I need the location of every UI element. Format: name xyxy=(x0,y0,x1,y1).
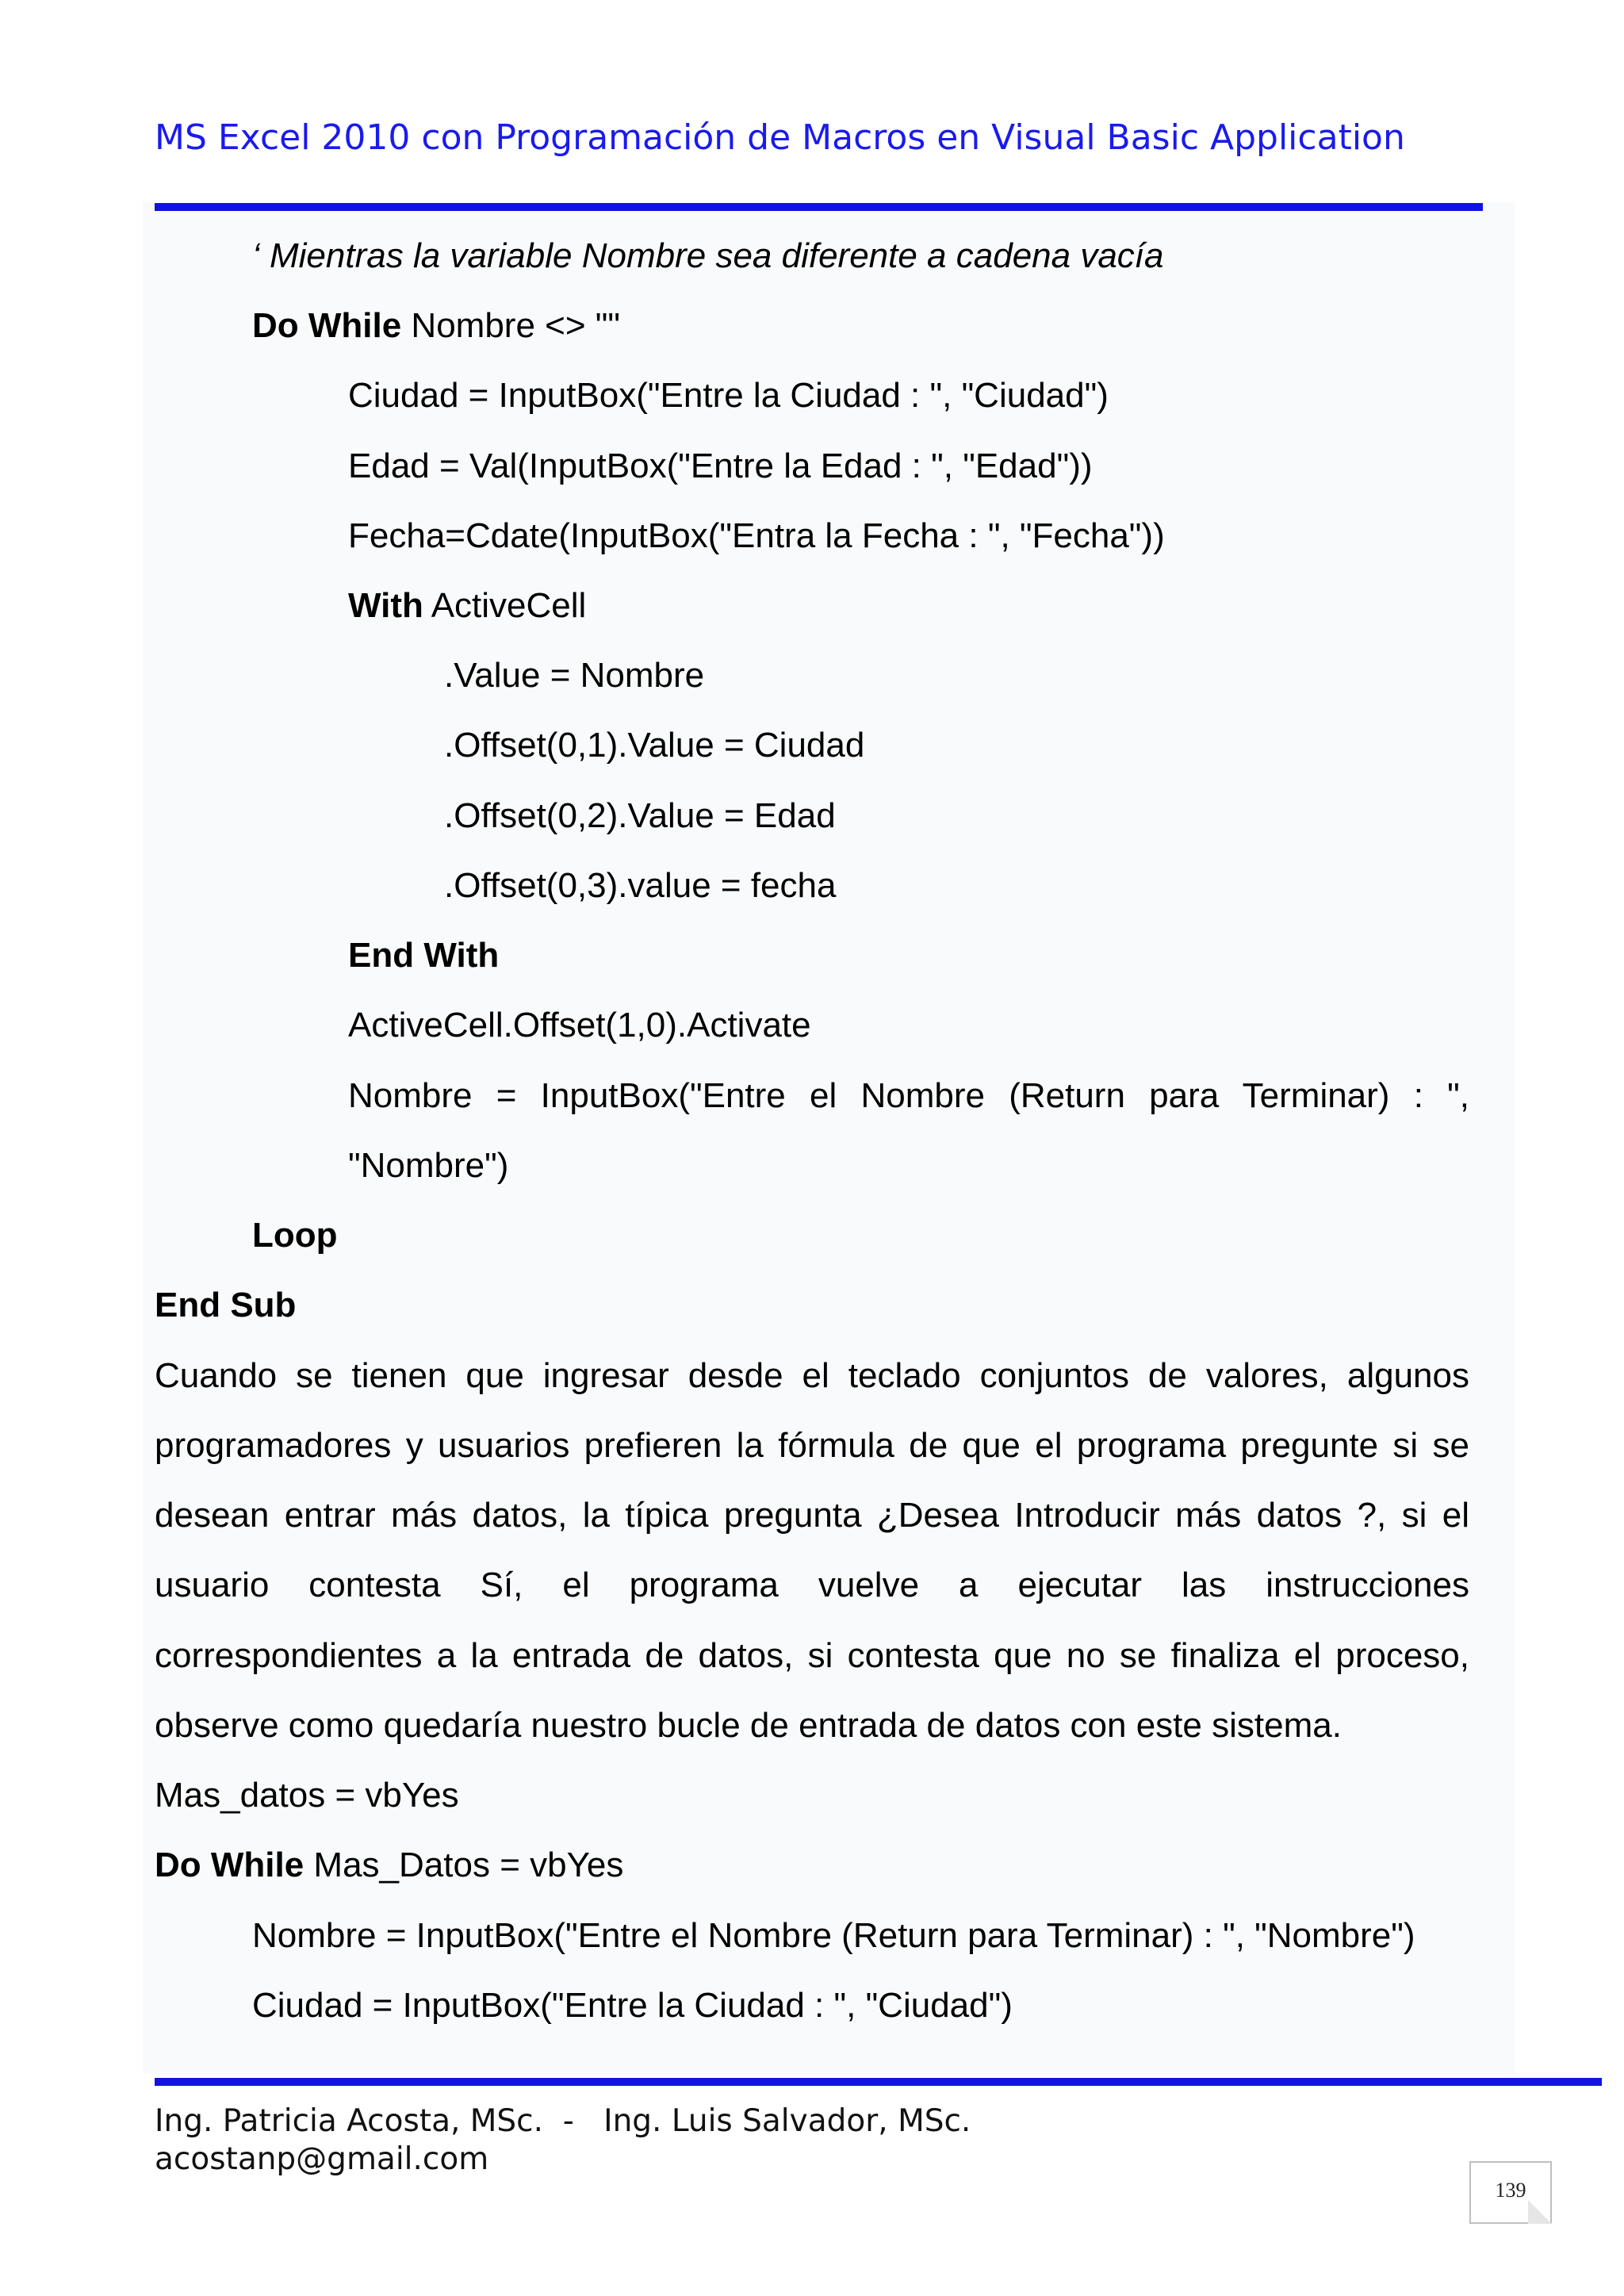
paragraph-line: programadores y usuarios prefieren la fórmula de que el programa pregunte si se xyxy=(155,1426,1469,1465)
code-do-while xyxy=(252,302,620,350)
header-title: MS Excel 2010 con Programación de Macros en Visual Basic Application xyxy=(155,117,1405,158)
code-do-while xyxy=(155,1842,623,1889)
paragraph-line: correspondientes a la entrada de datos, si contesta que no se finaliza el proceso, xyxy=(155,1636,1469,1675)
code-line-nombre: Nombre = InputBox("Entre el Nombre (Return para Terminar) : ", xyxy=(348,1076,1469,1115)
code-loop: Loop xyxy=(252,1216,338,1255)
code-end-sub: End Sub xyxy=(155,1286,297,1324)
code-text: ActiveCell xyxy=(423,586,587,625)
paragraph-line: desean entrar más datos, la típica pregunta ¿Desea Introducir más datos ?, si el xyxy=(155,1496,1469,1535)
code-line-ciudad: Ciudad = InputBox("Entre la Ciudad : ", "Ciudad") xyxy=(252,1986,1013,2025)
code-end-with: End With xyxy=(348,936,500,975)
code-line-offset2: .Offset(0,2).Value = Edad xyxy=(444,796,836,835)
code-line-value: .Value = Nombre xyxy=(444,656,705,695)
code-line-nombre: Nombre = InputBox("Entre el Nombre (Return para Terminar) : ", "Nombre") xyxy=(252,1916,1415,1955)
page-curl-icon xyxy=(1528,2200,1552,2224)
header-rule xyxy=(155,203,1483,211)
code-line-activate: ActiveCell.Offset(1,0).Activate xyxy=(348,1006,811,1045)
keyword: Do While xyxy=(155,1846,304,1884)
keyword: With xyxy=(348,586,423,625)
code-line-offset3: .Offset(0,3).value = fecha xyxy=(444,866,837,905)
code-text: Nombre <> "" xyxy=(401,306,620,345)
code-with xyxy=(348,582,586,630)
paragraph-line: Cuando se tienen que ingresar desde el teclado conjuntos de valores, algunos xyxy=(155,1356,1469,1395)
code-mas-datos: Mas_datos = vbYes xyxy=(155,1776,459,1815)
code-comment: ‘ Mientras la variable Nombre sea diferente a cadena vacía xyxy=(252,236,1164,275)
page-number-box xyxy=(1469,2161,1552,2224)
paragraph-line: observe como quedaría nuestro bucle de entrada de datos con este sistema. xyxy=(155,1706,1342,1745)
footer-email: acostanp@gmail.com xyxy=(155,2141,489,2177)
keyword: Do While xyxy=(252,306,402,345)
footer-authors: Ing. Patricia Acosta, MSc. - Ing. Luis Salvador, MSc. xyxy=(155,2103,971,2139)
code-line-nombre-cont: "Nombre") xyxy=(348,1146,509,1185)
code-line-edad: Edad = Val(InputBox("Entre la Edad : ", "Edad")) xyxy=(348,447,1093,485)
footer-rule xyxy=(155,2078,1602,2086)
code-text: Mas_Datos = vbYes xyxy=(304,1846,624,1884)
code-line-fecha: Fecha=Cdate(InputBox("Entra la Fecha : ", "Fecha")) xyxy=(348,516,1165,555)
page-number: 139 xyxy=(1495,2179,1526,2202)
paragraph-line: usuario contesta Sí, el programa vuelve a ejecutar las instrucciones xyxy=(155,1566,1469,1604)
code-line-offset1: .Offset(0,1).Value = Ciudad xyxy=(444,726,865,765)
code-line-ciudad: Ciudad = InputBox("Entre la Ciudad : ", "Ciudad") xyxy=(348,376,1109,415)
